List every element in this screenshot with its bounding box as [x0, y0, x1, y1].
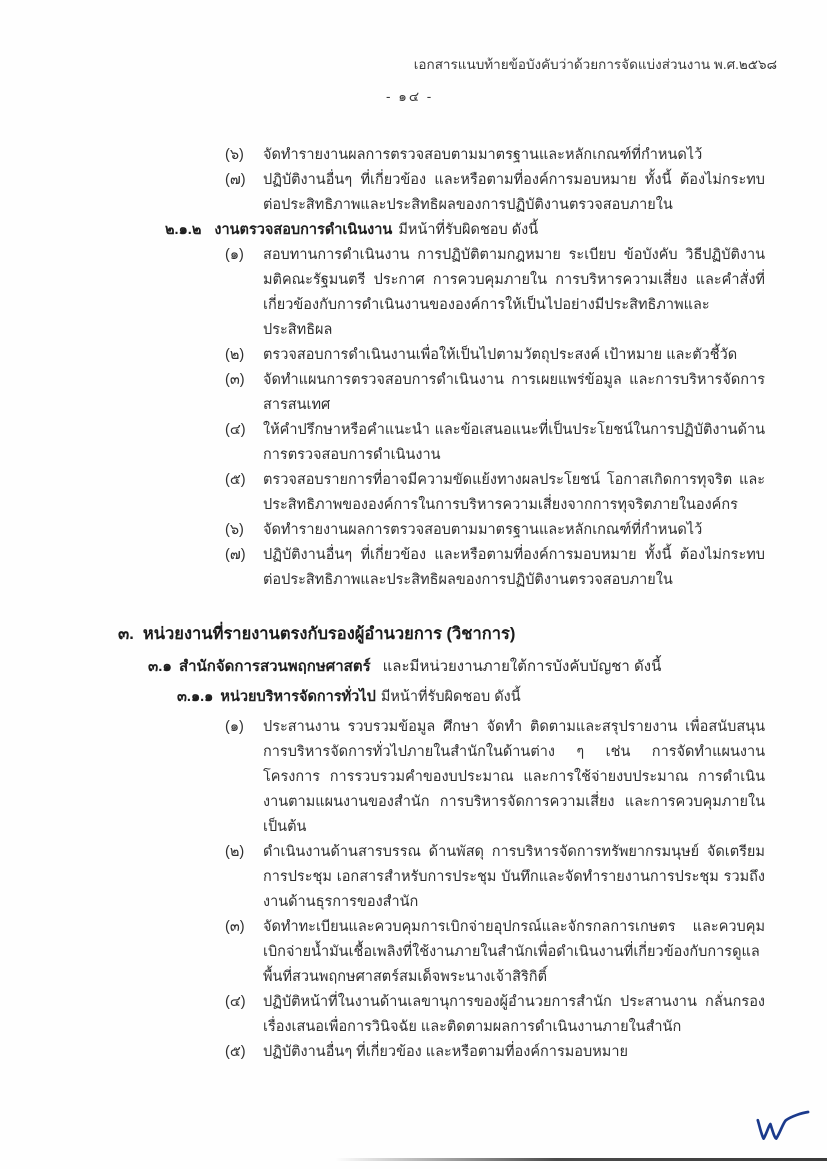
list-item — [225, 990, 765, 1040]
list-item — [225, 368, 765, 418]
list-item — [225, 915, 765, 990]
section-number: ๓. — [118, 625, 134, 643]
item-number: (๖) — [225, 147, 244, 163]
item-number: (๓) — [225, 372, 245, 388]
item-number: (๗) — [225, 172, 246, 188]
list-item — [225, 243, 765, 343]
header-note: เอกสารแนบท้ายข้อบังคับว่าด้วยการจัดแบ่งส่วนงาน พ.ศ.๒๕๖๘ — [413, 57, 777, 72]
list-item — [225, 343, 765, 368]
document-body — [0, 143, 827, 1065]
item-text: ปฏิบัติงานอื่นๆ ที่เกี่ยวข้อง และหรือตามที่องค์การมอบหมาย ทั้งนี้ ต้องไม่กระทบต่อประสิทธิภาพและประสิทธิผลของการปฏิบัติงานตรวจสอบภายใน — [263, 172, 765, 213]
section-suffix: และมีหน่วยงานภายใต้การบังคับบัญชา ดังนี้ — [382, 658, 662, 675]
item-number: (๗) — [225, 547, 246, 563]
item-text: ประสานงาน รวบรวมข้อมูล ศึกษา จัดทำ ติดตามและสรุปรายงาน เพื่อสนับสนุนการบริหารจัดการทั่วไปภายในสำนักในด้านต่าง ๆ เช่น การจัดทำแผนงานโครงการ การรวบรวมคำของบประมาณ และการใช้จ่ายงบประมาณ การดำเนินงานตามแผนงานของสำนัก การบริหารจัดการความเสี่ยง และการควบคุมภายใน เป็นต้น — [263, 719, 765, 835]
item-number: (๑) — [225, 247, 244, 263]
item-number: (๒) — [225, 347, 245, 363]
section-title: สำนักจัดการสวนพฤกษศาสตร์ — [178, 658, 371, 675]
section-heading-3 — [118, 622, 827, 647]
item-number: (๒) — [225, 844, 245, 860]
list-item — [225, 1040, 765, 1065]
item-text: จัดทำรายงานผลการตรวจสอบตามมาตรฐานและหลักเกณฑ์ที่กำหนดไว้ — [263, 147, 703, 163]
item-text: ปฏิบัติงานอื่นๆ ที่เกี่ยวข้อง และหรือตามที่องค์การมอบหมาย ทั้งนี้ ต้องไม่กระทบต่อประสิทธิภาพและประสิทธิผลของการปฏิบัติงานตรวจสอบภายใน — [263, 547, 765, 588]
page-edge-shadow — [335, 1158, 827, 1161]
item-text: จัดทำทะเบียนและควบคุมการเบิกจ่ายอุปกรณ์และจักรกลการเกษตร และควบคุมเบิกจ่ายน้ำมันเชื้อเพลิงที่ใช้งานภายในสำนักเพื่อดำเนินงานที่เกี่ยวข้องกับการดูแลพื้นที่สวนพฤกษศาสตร์สมเด็จพระนางเจ้าสิริกิติ์ — [263, 919, 765, 985]
item-text: ตรวจสอบรายการที่อาจมีความขัดแย้งทางผลประโยชน์ โอกาสเกิดการทุจริต และประสิทธิภาพขององค์การในการบริหารความเสี่ยงจากการทุจริตภายในองค์กร — [263, 472, 765, 513]
item-number: (๕) — [225, 1044, 246, 1060]
item-number: (๖) — [225, 522, 244, 538]
item-text: ให้คำปรึกษาหรือคำแนะนำ และข้อเสนอแนะที่เป็นประโยชน์ในการปฏิบัติงานด้านการตรวจสอบการดำเนินงาน — [263, 422, 765, 463]
item-text: ปฏิบัติงานอื่นๆ ที่เกี่ยวข้อง และหรือตามที่องค์การมอบหมาย — [263, 1044, 628, 1060]
list-item — [225, 715, 765, 840]
item-text: สอบทานการดำเนินงาน การปฏิบัติตามกฎหมาย ระเบียบ ข้อบังคับ วิธีปฏิบัติงาน มติคณะรัฐมนตรี ประกาศ การควบคุมภายใน การบริหารความเสี่ยง และคำสั่งที่เกี่ยวข้องกับการดำเนินงานขององค์การให้เป็นไปอย่างมีประสิทธิภาพและประสิทธิผล — [263, 247, 765, 338]
section-suffix: มีหน้าที่รับผิดชอบ ดังนี้ — [380, 689, 521, 705]
section-title: หน่วยบริหารจัดการทั่วไป — [220, 689, 376, 705]
section-title: งานตรวจสอบการดำเนินงาน — [214, 222, 393, 238]
item-text: จัดทำรายงานผลการตรวจสอบตามมาตรฐานและหลักเกณฑ์ที่กำหนดไว้ — [263, 522, 703, 538]
item-number: (๔) — [225, 422, 246, 438]
section-number: ๓.๑ — [148, 658, 172, 675]
item-number: (๔) — [225, 994, 246, 1010]
item-number: (๑) — [225, 719, 244, 735]
section-suffix: มีหน้าที่รับผิดชอบ ดังนี้ — [398, 222, 539, 238]
list-item — [225, 468, 765, 518]
item-text: จัดทำแผนการตรวจสอบการดำเนินงาน การเผยแพร่ข้อมูล และการบริหารจัดการสารสนเทศ — [263, 372, 765, 413]
section-heading-2-1-2 — [165, 218, 827, 243]
item-number: (๓) — [225, 919, 245, 935]
item-text: ตรวจสอบการดำเนินงานเพื่อให้เป็นไปตามวัตถุประสงค์ เป้าหมาย และตัวชี้วัด — [263, 347, 738, 363]
list-item — [225, 518, 765, 543]
section-number: ๒.๑.๒ — [165, 222, 202, 238]
section-number: ๓.๑.๑ — [177, 689, 214, 705]
list-item — [225, 543, 765, 593]
item-text: ดำเนินงานด้านสารบรรณ ด้านพัสดุ การบริหารจัดการทรัพยากรมนุษย์ จัดเตรียมการประชุม เอกสารสำหรับการประชุม บันทึกและจัดทำรายงานการประชุม รวมถึงงานด้านธุรการของสำนัก — [263, 844, 765, 910]
section-title: หน่วยงานที่รายงานตรงกับรองผู้อำนวยการ (วิชาการ) — [142, 625, 516, 643]
list-item — [225, 840, 765, 915]
page-number: - ๑๔ - — [386, 89, 434, 104]
list-item — [225, 143, 765, 168]
signature-initial-icon — [753, 1108, 811, 1146]
item-number: (๕) — [225, 472, 246, 488]
section-heading-3-1-1 — [177, 685, 827, 710]
list-item — [225, 418, 765, 468]
item-text: ปฏิบัติหน้าที่ในงานด้านเลขานุการของผู้อำนวยการสำนัก ประสานงาน กลั่นกรองเรื่องเสนอเพื่อการวินิจฉัย และติดตามผลการดำเนินงานภายในสำนัก — [263, 994, 765, 1035]
section-heading-3-1 — [148, 654, 827, 679]
list-item — [225, 168, 765, 218]
